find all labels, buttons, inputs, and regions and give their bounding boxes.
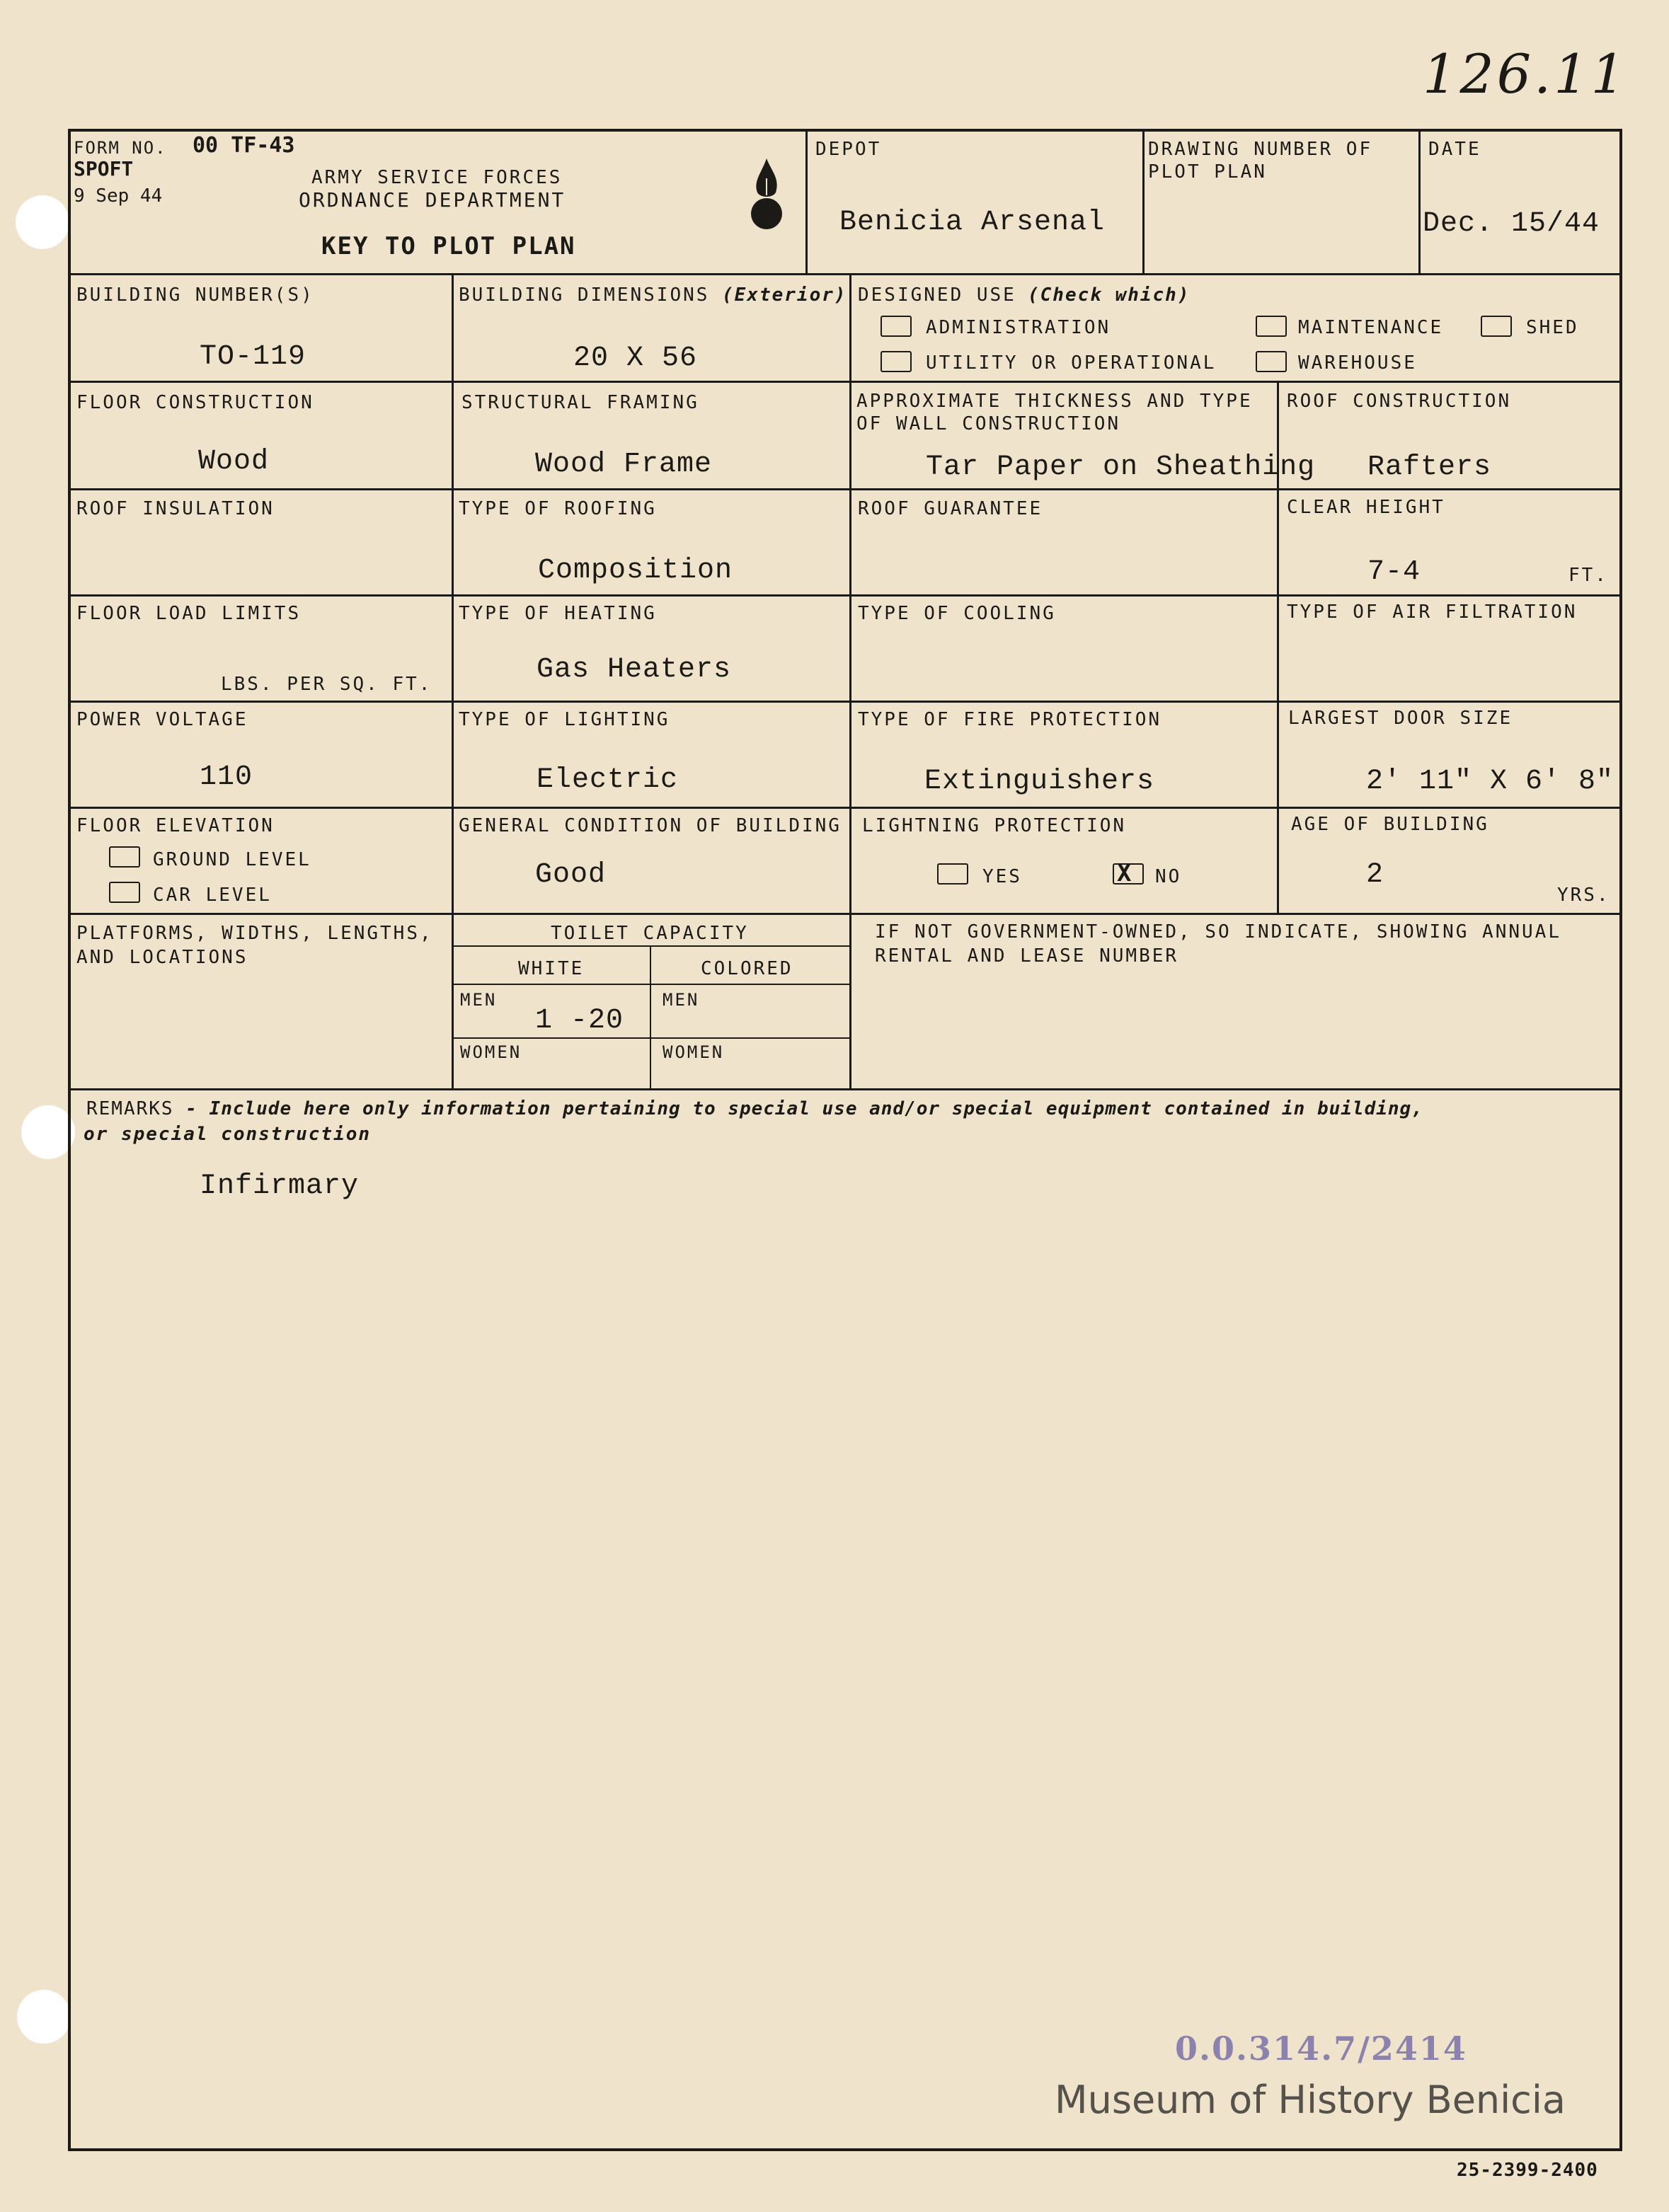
rule bbox=[1418, 129, 1421, 275]
building-number-value: TO-119 bbox=[200, 341, 306, 373]
lightning-no-checkmark: X bbox=[1117, 859, 1132, 887]
roof-guarantee-label: ROOF GUARANTEE bbox=[858, 498, 1043, 519]
condition-value: Good bbox=[535, 859, 607, 891]
lighting-label: TYPE OF LIGHTING bbox=[459, 709, 670, 730]
punch-hole-middle bbox=[21, 1105, 75, 1159]
remarks-value: Infirmary bbox=[200, 1170, 360, 1202]
fire-protection-value: Extinguishers bbox=[924, 766, 1155, 797]
checkbox-utility[interactable] bbox=[881, 351, 912, 372]
remarks-label: REMARKS bbox=[86, 1098, 174, 1119]
clear-height-unit: FT. bbox=[1568, 565, 1608, 586]
rule bbox=[68, 1088, 1622, 1090]
age-of-building-label: AGE OF BUILDING bbox=[1291, 814, 1489, 835]
rule bbox=[68, 594, 1622, 597]
option-maintenance: MAINTENANCE bbox=[1298, 317, 1444, 338]
structural-framing-value: Wood Frame bbox=[535, 449, 713, 480]
toilet-white-header: WHITE bbox=[518, 958, 585, 979]
rule bbox=[68, 273, 1622, 275]
option-shed: SHED bbox=[1526, 317, 1579, 338]
building-dimensions-qualifier: (Exterior) bbox=[722, 284, 847, 306]
checkbox-lightning-yes[interactable] bbox=[937, 863, 968, 885]
date-label: DATE bbox=[1428, 139, 1481, 160]
floor-load-unit: LBS. PER SQ. FT. bbox=[221, 674, 432, 695]
structural-framing-label: STRUCTURAL FRAMING bbox=[461, 392, 699, 413]
handwritten-file-number: 126.11 bbox=[1423, 42, 1628, 105]
toilet-colored-men-label: MEN bbox=[663, 990, 700, 1010]
roof-construction-value: Rafters bbox=[1367, 451, 1492, 483]
rule bbox=[68, 701, 1622, 703]
toilet-white-men-label: MEN bbox=[460, 990, 498, 1010]
clear-height-label: CLEAR HEIGHT bbox=[1287, 497, 1445, 518]
lightning-protection-label: LIGHTNING PROTECTION bbox=[862, 815, 1127, 836]
clear-height-value: 7-4 bbox=[1367, 556, 1421, 588]
depot-label: DEPOT bbox=[815, 139, 882, 160]
car-level-label: CAR LEVEL bbox=[153, 885, 272, 906]
checkbox-car-level[interactable] bbox=[109, 882, 140, 903]
heating-value: Gas Heaters bbox=[537, 654, 732, 686]
type-of-roofing-label: TYPE OF ROOFING bbox=[459, 498, 657, 519]
floor-construction-value: Wood bbox=[198, 446, 270, 478]
depot-value: Benicia Arsenal bbox=[839, 207, 1106, 238]
footer-code: 25-2399-2400 bbox=[1457, 2160, 1598, 2181]
toilet-colored-women-label: WOMEN bbox=[663, 1042, 725, 1062]
rule bbox=[452, 273, 454, 1090]
form-no-label: FORM NO. bbox=[74, 138, 167, 158]
option-utility: UTILITY OR OPERATIONAL bbox=[926, 352, 1217, 374]
form-no-value: 00 TF-43 bbox=[193, 133, 295, 158]
date-value: Dec. 15/44 bbox=[1423, 208, 1600, 240]
rule bbox=[452, 1037, 851, 1039]
lightning-yes-label: YES bbox=[982, 866, 1022, 887]
roof-construction-label: ROOF CONSTRUCTION bbox=[1287, 391, 1512, 412]
designed-use-qualifier: (Check which) bbox=[1028, 284, 1191, 306]
fire-protection-label: TYPE OF FIRE PROTECTION bbox=[858, 709, 1162, 730]
toilet-white-men-value: 1 -20 bbox=[535, 1005, 624, 1037]
agency-line-1: ARMY SERVICE FORCES bbox=[311, 167, 563, 188]
rule bbox=[68, 488, 1622, 490]
lighting-value: Electric bbox=[537, 764, 679, 796]
wall-construction-value: Tar Paper on Sheathing bbox=[926, 451, 1316, 483]
age-of-building-value: 2 bbox=[1366, 859, 1384, 891]
heating-label: TYPE OF HEATING bbox=[459, 603, 657, 624]
power-voltage-value: 110 bbox=[200, 761, 253, 793]
condition-label: GENERAL CONDITION OF BUILDING bbox=[459, 815, 842, 836]
museum-watermark: Museum of History Benicia bbox=[1055, 2078, 1566, 2122]
option-warehouse: WAREHOUSE bbox=[1298, 352, 1417, 374]
ground-level-label: GROUND LEVEL bbox=[153, 849, 311, 870]
checkbox-maintenance[interactable] bbox=[1256, 316, 1287, 337]
power-voltage-label: POWER VOLTAGE bbox=[76, 709, 248, 730]
roof-insulation-label: ROOF INSULATION bbox=[76, 498, 275, 519]
air-filtration-label: TYPE OF AIR FILTRATION bbox=[1287, 601, 1578, 623]
checkbox-warehouse[interactable] bbox=[1256, 351, 1287, 372]
designed-use-label: DESIGNED USE bbox=[858, 284, 1016, 306]
floor-construction-label: FLOOR CONSTRUCTION bbox=[76, 392, 314, 413]
remarks-instruction-1: - Include here only information pertaining to special use and/or special equipment contained in building, bbox=[173, 1098, 1423, 1119]
age-of-building-unit: YRS. bbox=[1557, 885, 1610, 906]
punch-hole-top bbox=[16, 195, 69, 249]
lightning-no-label: NO bbox=[1155, 866, 1182, 887]
remarks-instruction-2: or special construction bbox=[84, 1124, 372, 1145]
drawing-number-label-2: PLOT PLAN bbox=[1148, 161, 1267, 183]
form-title: KEY TO PLOT PLAN bbox=[321, 232, 576, 260]
govt-owned-label-1: IF NOT GOVERNMENT-OWNED, SO INDICATE, SHOWING ANNUAL bbox=[875, 921, 1561, 943]
toilet-colored-header: COLORED bbox=[701, 958, 793, 979]
accession-stamp: 0.0.314.7/2414 bbox=[1175, 2029, 1467, 2068]
building-dimensions-label: BUILDING DIMENSIONS bbox=[459, 284, 710, 306]
building-number-label: BUILDING NUMBER(S) bbox=[76, 284, 314, 306]
checkbox-ground-level[interactable] bbox=[109, 846, 140, 868]
rule bbox=[68, 913, 1622, 915]
option-administration: ADMINISTRATION bbox=[926, 317, 1111, 338]
wall-construction-label-2: OF WALL CONSTRUCTION bbox=[856, 413, 1121, 434]
platforms-label-2: AND LOCATIONS bbox=[76, 947, 248, 968]
door-size-value: 2' 11" X 6' 8" bbox=[1366, 766, 1614, 797]
rule bbox=[68, 807, 1622, 809]
rule bbox=[452, 945, 851, 947]
rule bbox=[1142, 129, 1145, 275]
spoft-label: SPOFT bbox=[74, 157, 134, 180]
building-dimensions-value: 20 X 56 bbox=[573, 342, 698, 374]
door-size-label: LARGEST DOOR SIZE bbox=[1288, 708, 1513, 729]
checkbox-shed[interactable] bbox=[1481, 316, 1512, 337]
toilet-capacity-label: TOILET CAPACITY bbox=[551, 923, 749, 944]
govt-owned-label-2: RENTAL AND LEASE NUMBER bbox=[875, 945, 1179, 967]
remarks-heading bbox=[86, 1097, 1423, 1121]
toilet-white-women-label: WOMEN bbox=[460, 1042, 522, 1062]
rule bbox=[650, 945, 651, 1090]
floor-load-label: FLOOR LOAD LIMITS bbox=[76, 603, 302, 624]
type-of-roofing-value: Composition bbox=[538, 555, 733, 587]
rule bbox=[68, 381, 1622, 383]
ordnance-bomb-icon bbox=[750, 157, 783, 234]
punch-hole-bottom bbox=[17, 1990, 71, 2044]
wall-construction-label-1: APPROXIMATE THICKNESS AND TYPE bbox=[856, 391, 1253, 412]
drawing-number-label-1: DRAWING NUMBER OF bbox=[1148, 139, 1373, 160]
rule bbox=[452, 984, 851, 985]
floor-elevation-label: FLOOR ELEVATION bbox=[76, 815, 275, 836]
agency-line-2: ORDNANCE DEPARTMENT bbox=[299, 188, 566, 212]
cooling-label: TYPE OF COOLING bbox=[858, 603, 1056, 624]
rule bbox=[849, 273, 851, 1090]
rule bbox=[805, 129, 808, 275]
checkbox-administration[interactable] bbox=[881, 316, 912, 337]
platforms-label-1: PLATFORMS, WIDTHS, LENGTHS, bbox=[76, 923, 433, 944]
form-revision-date: 9 Sep 44 bbox=[74, 185, 163, 207]
